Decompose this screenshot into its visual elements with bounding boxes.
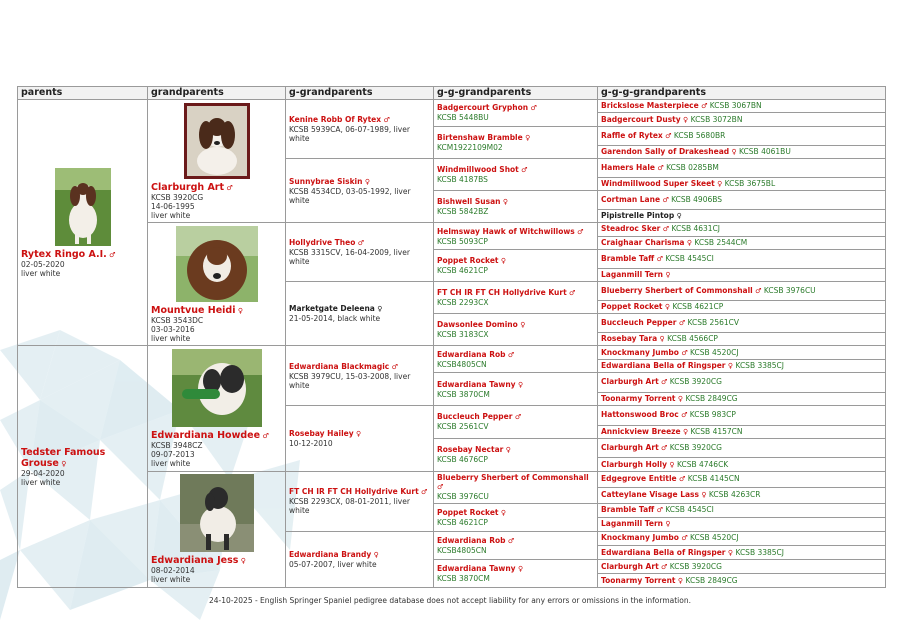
gg-grandparent-reg: KCSB4805CN: [437, 545, 487, 555]
gg-grandparent-sex: ♀: [505, 446, 511, 455]
ggg-grandparent-name: Catteylane Visage Lass: [601, 490, 699, 500]
g-grandparent-sex: ♀: [373, 550, 379, 559]
ggg-grandparent-reg: KCSB 4566CP: [667, 334, 718, 344]
ggg-grandparent-cell: [598, 503, 886, 518]
g-grandparent-name: Kenine Robb Of Rytex: [289, 114, 382, 124]
gg-grandparent-reg: KCSB 3870CM: [437, 389, 490, 399]
gg-grandparent-cell: [434, 373, 598, 406]
g-grandparent-name: Edwardiana Blackmagic: [289, 361, 390, 371]
ggg-grandparent-reg: KCSB 4906BS: [671, 194, 723, 204]
photo-spaniel-retrieving: [172, 349, 262, 427]
grandparent-sex: ♀: [240, 557, 246, 566]
ggg-grandparent-name: Raffle of Rytex: [601, 130, 663, 140]
g-grandparent-detail: 10-12-2010: [289, 438, 333, 448]
gg-grandparent-cell: [434, 559, 598, 587]
ggg-grandparent-cell: [598, 191, 886, 210]
ggg-grandparent-name: Clarburgh Art: [601, 561, 659, 571]
grandparent-name: Edwardiana Howdee: [151, 430, 261, 442]
ggg-grandparent-reg: KCSB 2544CM: [694, 237, 748, 247]
gg-grandparent-reg: KCSB 4187BS: [437, 174, 488, 184]
grandparent-cell: [148, 346, 286, 471]
ggg-grandparent-reg: KCSB 4520CJ: [689, 347, 739, 357]
grandparent-sex: ♀: [237, 306, 243, 315]
ggg-grandparent-sex: ♂: [755, 286, 762, 295]
ggg-grandparent-cell: [598, 300, 886, 313]
gg-grandparent-name: Edwardiana Tawny: [437, 563, 516, 573]
ggg-grandparent-cell: [598, 438, 886, 458]
ggg-grandparent-sex: ♂: [679, 475, 686, 484]
ggg-grandparent-sex: ♀: [717, 179, 723, 188]
ggg-grandparent-sex: ♂: [681, 534, 688, 543]
ggg-grandparent-cell: [598, 471, 886, 487]
ggg-grandparent-name: Toonarmy Torrent: [601, 575, 676, 585]
pedigree-table: [17, 86, 886, 588]
pedigree-row: [18, 346, 886, 359]
header-ggg-grandparents: g-g-g-grandparents: [598, 87, 886, 100]
ggg-grandparent-name: Clarburgh Art: [601, 443, 659, 453]
gg-grandparent-name: Rosebay Nectar: [437, 445, 504, 455]
ggg-grandparent-sex: ♂: [661, 444, 668, 453]
ggg-grandparent-reg: KCSB 4263CR: [708, 490, 761, 500]
g-grandparent-cell: [286, 158, 434, 222]
ggg-grandparent-name: Edwardiana Bella of Ringsper: [601, 547, 726, 557]
ggg-grandparent-sex: ♀: [665, 520, 671, 529]
ggg-grandparent-name: Garendon Sally of Drakeshead: [601, 146, 730, 156]
g-grandparent-cell: [286, 471, 434, 531]
gg-grandparent-cell: [434, 405, 598, 438]
ggg-grandparent-reg: KCSB 4746CK: [676, 459, 729, 469]
ggg-grandparent-name: Hamers Hale: [601, 162, 656, 172]
grandparent-dob: 14-06-1995: [151, 201, 195, 211]
ggg-grandparent-sex: ♂: [662, 225, 670, 234]
grandparent-dob: 03-03-2016: [151, 324, 195, 334]
ggg-grandparent-name: Edwardiana Bella of Ringsper: [601, 360, 726, 370]
header-gg-grandparents: g-g-grandparents: [434, 87, 598, 100]
g-grandparent-cell: [286, 100, 434, 159]
grandparent-cell: [148, 471, 286, 587]
ggg-grandparent-reg: KCSB 4157CN: [690, 426, 743, 436]
ggg-grandparent-sex: ♀: [686, 238, 693, 247]
grandparent-colour: liver white: [151, 210, 191, 220]
ggg-grandparent-cell: [598, 559, 886, 574]
gg-grandparent-cell: [434, 158, 598, 190]
ggg-grandparent-sex: ♂: [681, 348, 688, 357]
grandparent-name: Mountvue Heidi: [151, 304, 236, 316]
g-grandparent-detail: 21-05-2014, black white: [289, 314, 381, 324]
ggg-grandparent-cell: [598, 392, 886, 405]
ggg-grandparent-cell: [598, 359, 886, 372]
ggg-grandparent-sex: ♂: [701, 102, 708, 111]
header-grandparents: grandparents: [148, 87, 286, 100]
ggg-grandparent-reg: KCSB 3067BN: [709, 101, 762, 111]
pedigree-row: [18, 223, 886, 236]
g-grandparent-name: Edwardiana Brandy: [289, 549, 372, 559]
grandparent-sex: ♂: [226, 183, 233, 192]
dam-cell: [18, 346, 148, 588]
gg-grandparent-name: Birtenshaw Bramble: [437, 132, 523, 142]
gg-grandparent-reg: KCSB 3183CX: [437, 330, 489, 340]
ggg-grandparent-name: Windmillwood Super Skeet: [601, 178, 715, 188]
ggg-grandparent-sex: ♂: [665, 131, 672, 140]
ggg-grandparent-name: Edgegrove Entitle: [601, 474, 677, 484]
gg-grandparent-name: Edwardiana Tawny: [437, 379, 516, 389]
ggg-grandparent-sex: ♂: [681, 411, 688, 420]
ggg-grandparent-name: Toonarmy Torrent: [601, 393, 676, 403]
gg-grandparent-reg: KCSB 5842BZ: [437, 207, 489, 217]
gg-grandparent-sex: ♀: [517, 564, 524, 573]
gg-grandparent-sex: ♀: [502, 198, 508, 207]
gg-grandparent-name: Windmillwood Shot: [437, 164, 519, 174]
ggg-grandparent-sex: ♂: [656, 506, 663, 515]
gg-grandparent-cell: [434, 100, 598, 127]
gg-grandparent-reg: KCSB 2293CX: [437, 298, 489, 308]
gg-grandparent-sex: ♀: [500, 508, 507, 517]
ggg-grandparent-reg: KCSB 2849CG: [685, 575, 738, 585]
sire-dob: 02-05-2020: [21, 259, 65, 269]
dam-sex: ♀: [61, 459, 67, 468]
photo-spaniel-framed: [184, 103, 250, 179]
ggg-grandparent-cell: [598, 346, 886, 359]
ggg-grandparent-name: Rosebay Tara: [601, 334, 658, 344]
grandparent-colour: liver white: [151, 575, 191, 585]
g-grandparent-name: Sunnybrae Siskin: [289, 176, 363, 186]
ggg-grandparent-name: Clarburgh Art: [601, 377, 659, 387]
g-grandparent-detail: KCSB 2293CX, 08-01-2011, liver white: [289, 497, 410, 516]
gg-grandparent-cell: [434, 282, 598, 314]
ggg-grandparent-reg: KCSB 3385CJ: [735, 360, 785, 370]
ggg-grandparent-name: Annickview Breeze: [601, 426, 681, 436]
gg-grandparent-name: Edwardiana Rob: [437, 535, 506, 545]
grandparent-reg: KCSB 3948CZ: [151, 441, 203, 451]
ggg-grandparent-cell: [598, 458, 886, 471]
ggg-grandparent-sex: ♂: [661, 378, 668, 387]
ggg-grandparent-cell: [598, 487, 886, 503]
ggg-grandparent-reg: KCSB 3675BL: [724, 178, 776, 188]
ggg-grandparent-name: Hattonswood Broc: [601, 410, 679, 420]
gg-grandparent-cell: [434, 438, 598, 471]
g-grandparent-detail: KCSB 5939CA, 06-07-1989, liver white: [289, 124, 410, 143]
gg-grandparent-name: Poppet Rocket: [437, 507, 499, 517]
ggg-grandparent-reg: KCSB 3920CG: [669, 561, 722, 571]
ggg-grandparent-name: Knockmany Jumbo: [601, 347, 679, 357]
ggg-grandparent-cell: [598, 236, 886, 249]
gg-grandparent-cell: [434, 346, 598, 373]
ggg-grandparent-reg: KCSB 2849CG: [685, 393, 738, 403]
gg-grandparent-cell: [434, 223, 598, 250]
ggg-grandparent-name: Cortman Lane: [601, 194, 661, 204]
ggg-grandparent-sex: ♀: [677, 576, 684, 585]
ggg-grandparent-sex: ♂: [657, 163, 664, 172]
gg-grandparent-name: Badgercourt Gryphon: [437, 103, 529, 113]
photo-spaniel-puppy: [55, 168, 111, 246]
ggg-grandparent-sex: ♂: [661, 562, 668, 571]
gg-grandparent-reg: KCSB 5093CP: [437, 236, 488, 246]
ggg-grandparent-cell: [598, 282, 886, 301]
ggg-grandparent-name: Knockmany Jumbo: [601, 533, 679, 543]
ggg-grandparent-cell: [598, 249, 886, 268]
gg-grandparent-sex: ♂: [521, 165, 528, 174]
sire-colour: liver white: [21, 268, 61, 278]
g-grandparent-name: Rosebay Hailey: [289, 428, 354, 438]
photo-spaniel-sitting: [180, 474, 254, 552]
g-grandparent-sex: ♂: [357, 239, 365, 248]
ggg-grandparent-sex: ♀: [683, 115, 689, 124]
ggg-grandparent-sex: ♀: [664, 303, 671, 312]
g-grandparent-sex: ♂: [391, 362, 398, 371]
disclaimer-footer: 24-10-2025 - English Springer Spaniel pedigree database does not accept liability for any errors or omissions in the information.: [209, 596, 691, 605]
ggg-grandparent-cell: [598, 531, 886, 546]
gg-grandparent-cell: [434, 249, 598, 281]
sire-cell: [18, 100, 148, 346]
gg-grandparent-sex: ♀: [520, 321, 526, 330]
grandparent-reg: KCSB 3543DC: [151, 315, 204, 325]
ggg-grandparent-sex: ♂: [662, 195, 669, 204]
grandparent-cell: [148, 100, 286, 223]
ggg-grandparent-reg: KCSB 4145CN: [687, 474, 740, 484]
gg-grandparent-name: Poppet Rocket: [437, 255, 499, 265]
ggg-grandparent-sex: ♀: [683, 427, 689, 436]
g-grandparent-cell: [286, 223, 434, 282]
ggg-grandparent-name: Steadroc Sker: [601, 224, 661, 234]
gg-grandparent-reg: KCSB 4621CP: [437, 517, 488, 527]
ggg-grandparent-sex: ♀: [677, 394, 684, 403]
ggg-grandparent-sex: ♀: [731, 147, 737, 156]
pedigree-row: [18, 100, 886, 113]
ggg-grandparent-cell: [598, 574, 886, 588]
gg-grandparent-sex: ♀: [525, 133, 531, 142]
gg-grandparent-sex: ♂: [437, 483, 444, 492]
gg-grandparent-sex: ♂: [530, 104, 537, 113]
ggg-grandparent-cell: [598, 113, 886, 126]
gg-grandparent-reg: KCSB 4621CP: [437, 265, 488, 275]
grandparent-colour: liver white: [151, 459, 191, 469]
sire-sex: ♂: [109, 250, 116, 259]
ggg-grandparent-name: Bramble Taff: [601, 505, 655, 515]
gg-grandparent-cell: [434, 126, 598, 158]
g-grandparent-detail: KCSB 4534CD, 03-05-1992, liver white: [289, 186, 411, 205]
gg-grandparent-sex: ♀: [500, 256, 507, 265]
g-grandparent-sex: ♀: [364, 177, 371, 186]
g-grandparent-name: FT CH IR FT CH Hollydrive Kurt: [289, 487, 419, 497]
gg-grandparent-name: Edwardiana Rob: [437, 349, 506, 359]
header-row: [18, 87, 886, 100]
gg-grandparent-name: Helmsway Hawk of Witchwillows: [437, 226, 575, 236]
ggg-grandparent-reg: KCSB 3072BN: [690, 114, 743, 124]
gg-grandparent-sex: ♂: [569, 289, 576, 298]
ggg-grandparent-sex: ♀: [727, 548, 734, 557]
gg-grandparent-name: Bishwell Susan: [437, 197, 501, 207]
g-grandparent-sex: ♀: [356, 429, 362, 438]
ggg-grandparent-sex: ♀: [727, 361, 734, 370]
gg-grandparent-reg: KCSB 4676CP: [437, 455, 488, 465]
ggg-grandparent-name: Laganmill Tern: [601, 269, 663, 279]
gg-grandparent-cell: [434, 314, 598, 346]
ggg-grandparent-cell: [598, 209, 886, 222]
ggg-grandparent-cell: [598, 405, 886, 425]
g-grandparent-detail: 05-07-2007, liver white: [289, 559, 377, 569]
ggg-grandparent-name: Craighaar Charisma: [601, 237, 685, 247]
header-g-grandparents: g-grandparents: [286, 87, 434, 100]
ggg-grandparent-sex: ♀: [701, 491, 707, 500]
gg-grandparent-sex: ♀: [517, 380, 524, 389]
ggg-grandparent-reg: KCSB 4545CI: [665, 253, 714, 263]
ggg-grandparent-cell: [598, 158, 886, 177]
ggg-grandparent-cell: [598, 268, 886, 281]
grandparent-cell: [148, 223, 286, 346]
ggg-grandparent-reg: KCSB 3385CJ: [735, 547, 785, 557]
g-grandparent-sex: ♂: [383, 115, 390, 124]
g-grandparent-detail: KCSB 3979CU, 15-03-2008, liver white: [289, 371, 411, 390]
gg-grandparent-reg: KCM1922109M02: [437, 142, 503, 152]
ggg-grandparent-reg: KCSB 4631CJ: [671, 224, 721, 234]
gg-grandparent-reg: KCSB 3976CU: [437, 492, 489, 502]
gg-grandparent-cell: [434, 503, 598, 531]
gg-grandparent-cell: [434, 191, 598, 223]
ggg-grandparent-cell: [598, 425, 886, 438]
ggg-grandparent-reg: KCSB 4621CP: [672, 302, 724, 312]
ggg-grandparent-reg: KCSB 4520CJ: [689, 533, 739, 543]
ggg-grandparent-name: Clarburgh Holly: [601, 459, 668, 469]
g-grandparent-sex: ♂: [421, 488, 428, 497]
g-grandparent-detail: KCSB 3315CV, 16-04-2009, liver white: [289, 248, 410, 267]
ggg-grandparent-sex: ♀: [669, 460, 675, 469]
g-grandparent-sex: ♀: [377, 305, 383, 314]
g-grandparent-name: Hollydrive Theo: [289, 238, 356, 248]
gg-grandparent-name: Buccleuch Pepper: [437, 412, 513, 422]
g-grandparent-name: Marketgate Deleena: [289, 304, 375, 314]
ggg-grandparent-cell: [598, 177, 886, 190]
gg-grandparent-cell: [434, 531, 598, 559]
gg-grandparent-cell: [434, 471, 598, 503]
g-grandparent-cell: [286, 282, 434, 346]
gg-grandparent-sex: ♂: [514, 413, 522, 422]
header-parents: parents: [18, 87, 148, 100]
ggg-grandparent-reg: KCSB 3976CU: [763, 285, 816, 295]
gg-grandparent-reg: KCSB4805CN: [437, 359, 487, 369]
grandparent-dob: 09-07-2013: [151, 450, 195, 460]
pedigree-row: [18, 471, 886, 487]
dam-dob: 29-04-2020: [21, 468, 65, 478]
ggg-grandparent-name: Brickslose Masterpiece: [601, 101, 699, 111]
ggg-grandparent-sex: ♀: [665, 270, 671, 279]
g-grandparent-cell: [286, 405, 434, 471]
photo-spaniel-head: [176, 226, 258, 302]
ggg-grandparent-name: Buccleuch Pepper: [601, 318, 677, 328]
gg-grandparent-sex: ♂: [507, 536, 515, 545]
ggg-grandparent-cell: [598, 333, 886, 346]
ggg-grandparent-cell: [598, 546, 886, 559]
sire-name: Rytex Ringo A.I.: [21, 248, 107, 260]
gg-grandparent-name: Blueberry Sherbert of Commonshall: [437, 473, 589, 483]
ggg-grandparent-sex: ♀: [659, 335, 665, 344]
ggg-grandparent-sex: ♂: [678, 319, 686, 328]
ggg-grandparent-reg: KCSB 0285BM: [666, 162, 719, 172]
ggg-grandparent-name: Pipistrelle Pintop: [601, 211, 675, 221]
dam-name: Tedster Famous Grouse: [21, 446, 106, 469]
ggg-grandparent-cell: [598, 126, 886, 145]
gg-grandparent-reg: KCSB 3870CM: [437, 573, 490, 583]
gg-grandparent-reg: KCSB 2561CV: [437, 422, 489, 432]
grandparent-reg: KCSB 3920CG: [151, 192, 204, 202]
ggg-grandparent-name: Badgercourt Dusty: [601, 114, 681, 124]
ggg-grandparent-name: Poppet Rocket: [601, 302, 663, 312]
grandparent-colour: liver white: [151, 333, 191, 343]
gg-grandparent-sex: ♂: [507, 350, 515, 359]
gg-grandparent-name: FT CH IR FT CH Hollydrive Kurt: [437, 288, 567, 298]
ggg-grandparent-reg: KCSB 983CP: [689, 410, 736, 420]
ggg-grandparent-cell: [598, 314, 886, 333]
g-grandparent-cell: [286, 531, 434, 587]
ggg-grandparent-name: Bramble Taff: [601, 253, 655, 263]
ggg-grandparent-reg: KCSB 5680BR: [673, 130, 726, 140]
dam-colour: liver white: [21, 477, 61, 487]
ggg-grandparent-name: Blueberry Sherbert of Commonshall: [601, 285, 753, 295]
ggg-grandparent-sex: ♂: [656, 254, 663, 263]
ggg-grandparent-reg: KCSB 4545CI: [665, 505, 714, 515]
grandparent-name: Clarburgh Art: [151, 181, 225, 193]
g-grandparent-cell: [286, 346, 434, 406]
gg-grandparent-reg: KCSB 5448BU: [437, 113, 489, 123]
ggg-grandparent-sex: ♀: [676, 212, 682, 221]
ggg-grandparent-name: Laganmill Tern: [601, 519, 663, 529]
gg-grandparent-sex: ♂: [577, 227, 584, 236]
ggg-grandparent-cell: [598, 145, 886, 158]
grandparent-name: Edwardiana Jess: [151, 555, 239, 567]
ggg-grandparent-cell: [598, 223, 886, 236]
grandparent-sex: ♂: [262, 432, 269, 441]
ggg-grandparent-cell: [598, 100, 886, 113]
grandparent-dob: 08-02-2014: [151, 566, 195, 576]
ggg-grandparent-reg: KCSB 4061BU: [739, 146, 791, 156]
ggg-grandparent-reg: KCSB 3920CG: [669, 443, 722, 453]
ggg-grandparent-cell: [598, 518, 886, 531]
ggg-grandparent-reg: KCSB 3920CG: [669, 377, 722, 387]
ggg-grandparent-reg: KCSB 2561CV: [687, 318, 740, 328]
ggg-grandparent-cell: [598, 373, 886, 393]
gg-grandparent-name: Dawsonlee Domino: [437, 320, 518, 330]
